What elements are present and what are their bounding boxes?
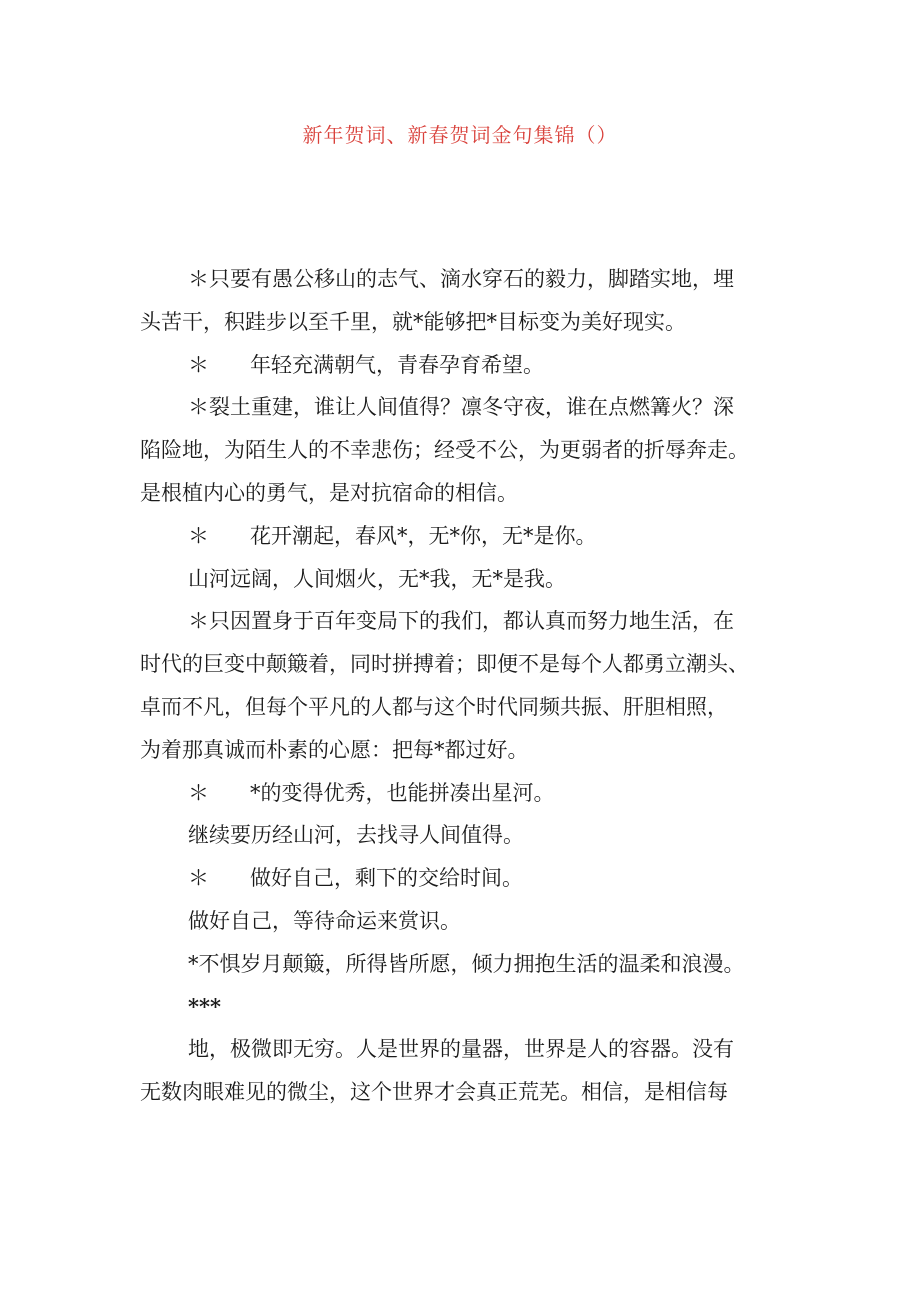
body-line-text: *的变得优秀，也能拼凑出星河。 <box>250 780 555 805</box>
body-line: 是根植内心的勇气，是对抗宿命的相信。 <box>140 480 518 505</box>
document-body <box>140 258 790 1114</box>
body-line: 时代的巨变中颠簸着，同时拼搏着；即便不是每个人都勇立潮头、 <box>140 652 749 677</box>
body-line: 做好自己，等待命运来赏识。 <box>188 908 461 933</box>
body-line: *不惧岁月颠簸，所得皆所愿，倾力拥抱生活的温柔和浪漫。 <box>188 951 745 976</box>
body-line <box>140 344 790 387</box>
bullet-star: ＊ <box>188 352 209 377</box>
body-line: ＊裂土重建，谁让人间值得？凛冬守夜，谁在点燃篝火？深 <box>188 395 734 420</box>
body-line-text: 花开潮起，春风*，无*你，无*是你。 <box>250 523 597 548</box>
bullet-star: ＊ <box>188 523 209 548</box>
body-line: 继续要历经山河，去找寻人间值得。 <box>188 823 524 848</box>
body-line-text: 年轻充满朝气，青春孕育希望。 <box>250 352 544 377</box>
body-line-text: 做好自己，剩下的交给时间。 <box>250 866 523 891</box>
bullet-star: ＊ <box>188 866 209 891</box>
bullet-star: ＊ <box>188 780 209 805</box>
body-line <box>140 857 790 900</box>
body-line: ＊只要有愚公移山的志气、滴水穿石的毅力，脚踏实地，埋 <box>188 267 734 291</box>
body-line: 无数肉眼难见的微尘，这个世界才会真正荒芜。相信，是相信每 <box>140 1080 728 1105</box>
body-line: 为着那真诚而朴素的心愿：把每*都过好。 <box>140 737 529 762</box>
body-line: 头苦干，积跬步以至千里，就*能够把*目标变为美好现实。 <box>140 309 686 334</box>
body-line-separator: *** <box>188 993 221 1019</box>
body-line <box>140 772 790 815</box>
document-title: 新年贺词、新春贺词金句集锦（） <box>302 123 618 147</box>
body-line: 卓而不凡，但每个平凡的人都与这个时代同频共振、肝胆相照， <box>140 694 728 719</box>
body-line: 地，极微即无穷。人是世界的量器，世界是人的容器。没有 <box>188 1037 734 1062</box>
body-line: ＊只因置身于百年变局下的我们，都认真而努力地生活，在 <box>188 609 734 634</box>
body-line: 陷险地，为陌生人的不幸悲伤；经受不公，为更弱者的折辱奔走。 <box>140 438 749 463</box>
body-line <box>140 515 790 558</box>
body-line: 山河远阔，人间烟火，无*我，无*是我。 <box>188 566 566 591</box>
